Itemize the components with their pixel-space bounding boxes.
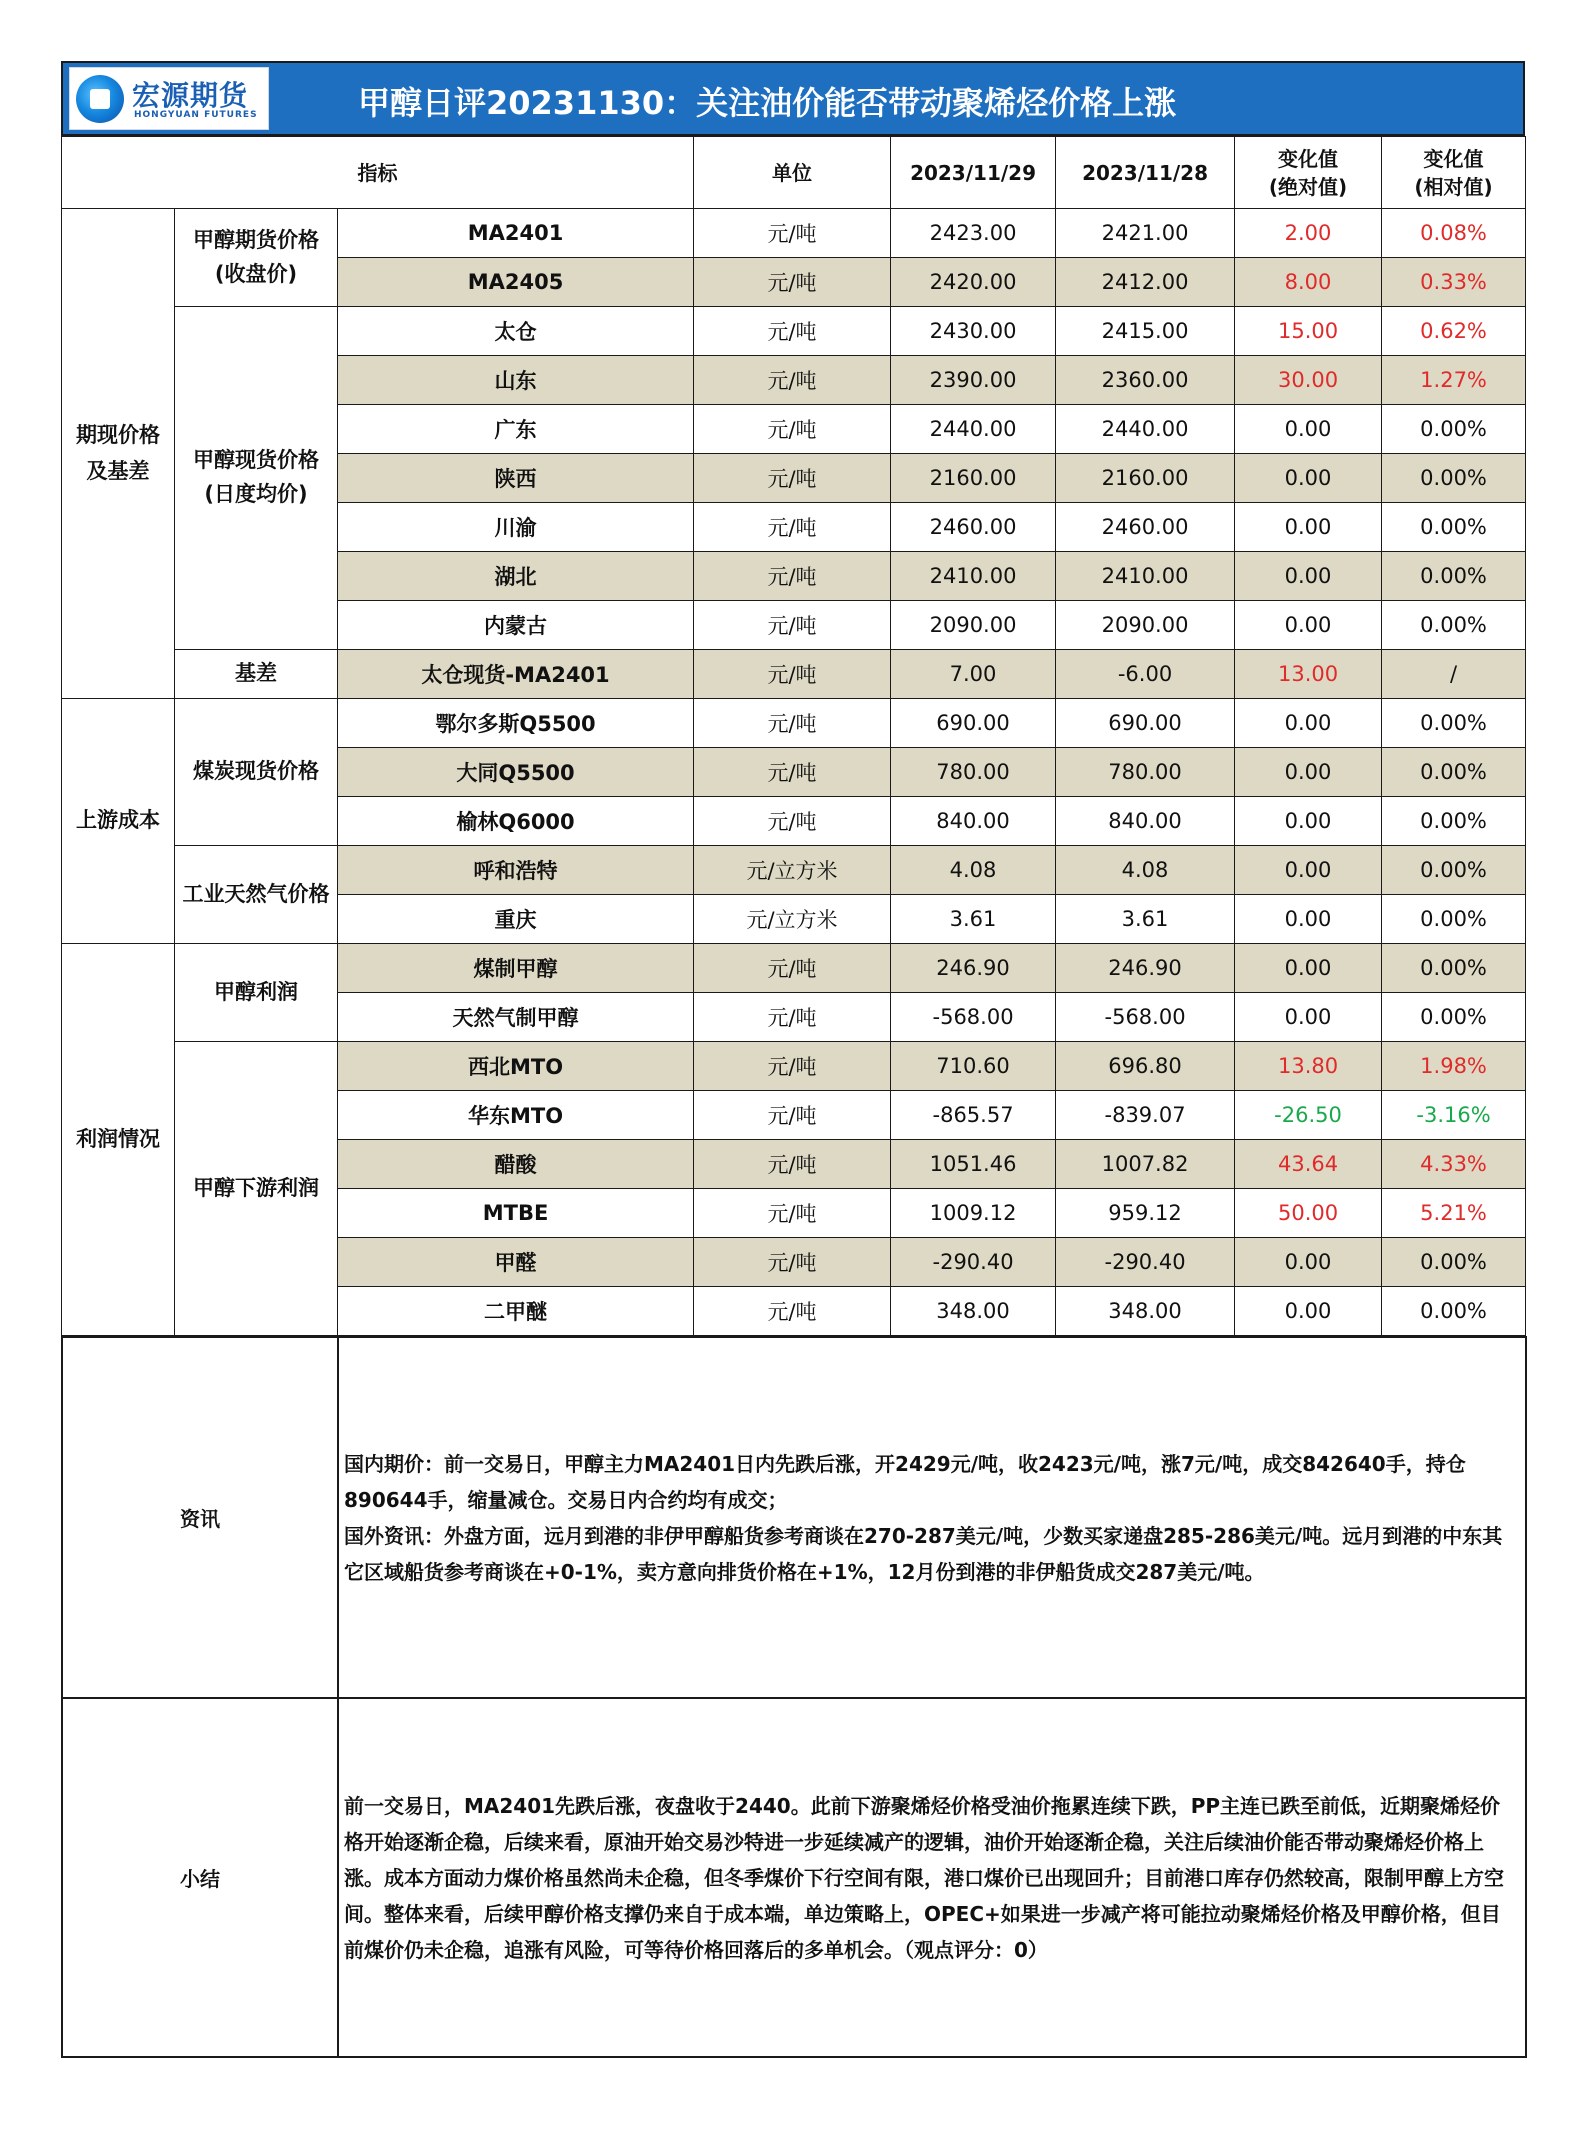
- header-abs-change-line1: 变化值: [1278, 146, 1339, 171]
- row-indicator-name: 西北MTO: [338, 1042, 694, 1091]
- table-row: [62, 1042, 1526, 1091]
- category-upstream-cost-line1: 上游成本: [76, 808, 160, 833]
- row-indicator-name: 太仓现货-MA2401: [338, 650, 694, 699]
- row-value-date-2: 246.90: [1056, 944, 1235, 993]
- row-unit: 元/吨: [694, 650, 891, 699]
- table-row: [62, 307, 1526, 356]
- row-abs-change: 15.00: [1235, 307, 1382, 356]
- row-abs-change: 0.00: [1235, 699, 1382, 748]
- row-value-date-2: 840.00: [1056, 797, 1235, 846]
- row-unit: 元/吨: [694, 552, 891, 601]
- row-rel-change: 0.62%: [1382, 307, 1526, 356]
- row-value-date-1: 2160.00: [891, 454, 1056, 503]
- row-abs-change: 0.00: [1235, 895, 1382, 944]
- logo-name-en: HONGYUAN FUTURES: [134, 110, 258, 120]
- header-unit: 单位: [694, 137, 891, 209]
- row-indicator-name: 重庆: [338, 895, 694, 944]
- row-indicator-name: 广东: [338, 405, 694, 454]
- header-abs-change-line2: (绝对值): [1268, 174, 1348, 199]
- header-indicator: 指标: [62, 137, 694, 209]
- row-unit: 元/吨: [694, 993, 891, 1042]
- row-indicator-name: 华东MTO: [338, 1091, 694, 1140]
- row-value-date-1: 1009.12: [891, 1189, 1056, 1238]
- summary-paragraph: 前一交易日，MA2401先跌后涨，夜盘收于2440。此前下游聚烯烃价格受油价拖累连续下跌，PP主连已跌至前低，近期聚烯烃价格开始逐渐企稳，后续来看，原油开始交易沙特进一步延续减产的逻辑，油价开始逐渐企稳，关注后续油价能否带动聚烯烃价格上涨。成本方面动力煤价格虽然尚未企稳，但冬季煤价下行空间有限，港口煤价已出现回升；目前港口库存仍然较高，限制甲醇上方空间。整体来看，后续甲醇价格支撑仍来自于成本端，单边策略上，OPEC+如果进一步减产将可能拉动聚烯烃价格及甲醇价格，但目前煤价仍未企稳，追涨有风险，可等待价格回落后的多单机会。（观点评分：0）: [344, 1793, 1504, 1962]
- row-unit: 元/立方米: [694, 846, 891, 895]
- row-value-date-2: 959.12: [1056, 1189, 1235, 1238]
- row-rel-change: 0.00%: [1382, 552, 1526, 601]
- row-abs-change: 13.80: [1235, 1042, 1382, 1091]
- row-value-date-1: 2460.00: [891, 503, 1056, 552]
- row-unit: 元/吨: [694, 1091, 891, 1140]
- row-indicator-name: 湖北: [338, 552, 694, 601]
- news-label: 资讯: [62, 1337, 338, 1698]
- row-rel-change: 0.00%: [1382, 454, 1526, 503]
- row-indicator-name: MA2401: [338, 209, 694, 258]
- row-rel-change: /: [1382, 650, 1526, 699]
- sub-coal-spot-price-line1: 煤炭现货价格: [193, 759, 319, 784]
- row-value-date-2: 2360.00: [1056, 356, 1235, 405]
- row-abs-change: 0.00: [1235, 1238, 1382, 1287]
- row-indicator-name: 山东: [338, 356, 694, 405]
- row-rel-change: 0.08%: [1382, 209, 1526, 258]
- sub-natural-gas-price: [175, 846, 338, 944]
- methanol-data-table: [61, 136, 1526, 1336]
- row-abs-change: 43.64: [1235, 1140, 1382, 1189]
- row-indicator-name: 太仓: [338, 307, 694, 356]
- row-indicator-name: MTBE: [338, 1189, 694, 1238]
- table-header-row: [62, 137, 1526, 209]
- row-value-date-1: 246.90: [891, 944, 1056, 993]
- row-abs-change: 30.00: [1235, 356, 1382, 405]
- row-value-date-2: 2160.00: [1056, 454, 1235, 503]
- summary-body: [338, 1698, 1526, 2057]
- table-row: [62, 650, 1526, 699]
- row-rel-change: 1.98%: [1382, 1042, 1526, 1091]
- row-value-date-1: -290.40: [891, 1238, 1056, 1287]
- row-value-date-1: 840.00: [891, 797, 1056, 846]
- row-unit: 元/吨: [694, 1042, 891, 1091]
- row-value-date-1: 4.08: [891, 846, 1056, 895]
- row-value-date-2: 2421.00: [1056, 209, 1235, 258]
- news-body: [338, 1337, 1526, 1698]
- row-abs-change: 0.00: [1235, 944, 1382, 993]
- row-value-date-1: 7.00: [891, 650, 1056, 699]
- row-value-date-2: 2410.00: [1056, 552, 1235, 601]
- report-sheet: [61, 61, 1525, 2058]
- header-rel-change-line1: 变化值: [1423, 146, 1484, 171]
- row-value-date-1: 2420.00: [891, 258, 1056, 307]
- sub-methanol-profit: [175, 944, 338, 1042]
- row-indicator-name: 大同Q5500: [338, 748, 694, 797]
- row-rel-change: 0.00%: [1382, 846, 1526, 895]
- company-logo: [69, 67, 269, 130]
- sub-spot-price: [175, 307, 338, 650]
- row-abs-change: 0.00: [1235, 993, 1382, 1042]
- row-indicator-name: 二甲醚: [338, 1287, 694, 1336]
- row-rel-change: 0.00%: [1382, 601, 1526, 650]
- row-indicator-name: 鄂尔多斯Q5500: [338, 699, 694, 748]
- row-abs-change: 8.00: [1235, 258, 1382, 307]
- row-indicator-name: 呼和浩特: [338, 846, 694, 895]
- row-rel-change: 0.00%: [1382, 699, 1526, 748]
- category-futures-spot-line1: 期现价格: [76, 422, 160, 447]
- row-rel-change: 0.00%: [1382, 503, 1526, 552]
- row-rel-change: 0.00%: [1382, 944, 1526, 993]
- news-domestic-paragraph: 国内期价：前一交易日，甲醇主力MA2401日内先跌后涨，开2429元/吨，收2423元/吨，涨7元/吨，成交842640手，持仓890644手，缩量减仓。交易日内合约均有成交；: [344, 1451, 1466, 1512]
- row-unit: 元/吨: [694, 699, 891, 748]
- row-abs-change: 2.00: [1235, 209, 1382, 258]
- sub-futures-price: [175, 209, 338, 307]
- row-value-date-2: 2415.00: [1056, 307, 1235, 356]
- row-value-date-2: 2090.00: [1056, 601, 1235, 650]
- notes-table: [61, 1336, 1527, 2058]
- sub-downstream-profit: [175, 1042, 338, 1336]
- row-value-date-1: -865.57: [891, 1091, 1056, 1140]
- row-unit: 元/吨: [694, 307, 891, 356]
- row-unit: 元/吨: [694, 1238, 891, 1287]
- category-profit-line1: 利润情况: [76, 1126, 160, 1151]
- row-unit: 元/吨: [694, 405, 891, 454]
- row-value-date-2: 4.08: [1056, 846, 1235, 895]
- news-row: [62, 1337, 1526, 1698]
- table-row: [62, 846, 1526, 895]
- row-unit: 元/吨: [694, 1140, 891, 1189]
- row-indicator-name: 榆林Q6000: [338, 797, 694, 846]
- row-rel-change: 0.00%: [1382, 405, 1526, 454]
- row-indicator-name: 煤制甲醇: [338, 944, 694, 993]
- sub-methanol-profit-line1: 甲醇利润: [214, 979, 298, 1004]
- row-unit: 元/吨: [694, 1287, 891, 1336]
- row-unit: 元/吨: [694, 1189, 891, 1238]
- row-rel-change: -3.16%: [1382, 1091, 1526, 1140]
- report-title: 甲醇日评20231130：关注油价能否带动聚烯烃价格上涨: [358, 84, 1177, 122]
- summary-label: 小结: [62, 1698, 338, 2057]
- category-futures-spot-line2: 及基差: [86, 458, 150, 483]
- category-upstream-cost: [62, 699, 175, 944]
- category-profit: [62, 944, 175, 1336]
- row-abs-change: -26.50: [1235, 1091, 1382, 1140]
- row-abs-change: 0.00: [1235, 1287, 1382, 1336]
- row-indicator-name: MA2405: [338, 258, 694, 307]
- sub-natural-gas-price-line1: 工业天然气价格: [182, 881, 330, 906]
- row-unit: 元/吨: [694, 748, 891, 797]
- row-value-date-1: 3.61: [891, 895, 1056, 944]
- row-rel-change: 0.00%: [1382, 1238, 1526, 1287]
- sub-spot-price-line1: 甲醇现货价格: [193, 448, 319, 473]
- row-value-date-1: 2390.00: [891, 356, 1056, 405]
- row-value-date-2: -6.00: [1056, 650, 1235, 699]
- row-rel-change: 5.21%: [1382, 1189, 1526, 1238]
- row-value-date-2: 690.00: [1056, 699, 1235, 748]
- row-value-date-1: 2410.00: [891, 552, 1056, 601]
- row-value-date-1: 348.00: [891, 1287, 1056, 1336]
- row-value-date-2: 780.00: [1056, 748, 1235, 797]
- table-row: [62, 944, 1526, 993]
- row-indicator-name: 甲醛: [338, 1238, 694, 1287]
- row-rel-change: 0.00%: [1382, 797, 1526, 846]
- sub-spot-price-line2: (日度均价): [204, 482, 308, 506]
- logo-name-cn: 宏源期货: [132, 79, 249, 112]
- row-indicator-name: 内蒙古: [338, 601, 694, 650]
- row-unit: 元/吨: [694, 454, 891, 503]
- row-rel-change: 0.00%: [1382, 748, 1526, 797]
- sub-futures-price-line1: 甲醇期货价格: [193, 227, 319, 252]
- sub-futures-price-line2: (收盘价): [214, 261, 298, 286]
- row-value-date-1: 2440.00: [891, 405, 1056, 454]
- row-abs-change: 0.00: [1235, 405, 1382, 454]
- row-value-date-1: -568.00: [891, 993, 1056, 1042]
- row-unit: 元/立方米: [694, 895, 891, 944]
- row-value-date-2: 2412.00: [1056, 258, 1235, 307]
- row-value-date-1: 2090.00: [891, 601, 1056, 650]
- row-value-date-2: 1007.82: [1056, 1140, 1235, 1189]
- category-futures-spot: [62, 209, 175, 699]
- row-indicator-name: 陕西: [338, 454, 694, 503]
- row-rel-change: 4.33%: [1382, 1140, 1526, 1189]
- row-value-date-1: 690.00: [891, 699, 1056, 748]
- row-value-date-2: 2440.00: [1056, 405, 1235, 454]
- row-abs-change: 0.00: [1235, 454, 1382, 503]
- header-rel-change-line2: (相对值): [1414, 174, 1493, 199]
- row-rel-change: 0.00%: [1382, 993, 1526, 1042]
- row-value-date-1: 1051.46: [891, 1140, 1056, 1189]
- row-value-date-2: 696.80: [1056, 1042, 1235, 1091]
- row-unit: 元/吨: [694, 209, 891, 258]
- header-date-1: 2023/11/29: [891, 137, 1056, 209]
- table-row: [62, 699, 1526, 748]
- row-indicator-name: 川渝: [338, 503, 694, 552]
- row-value-date-1: 780.00: [891, 748, 1056, 797]
- row-unit: 元/吨: [694, 944, 891, 993]
- row-abs-change: 0.00: [1235, 601, 1382, 650]
- row-value-date-2: 2460.00: [1056, 503, 1235, 552]
- row-unit: 元/吨: [694, 356, 891, 405]
- row-rel-change: 0.00%: [1382, 1287, 1526, 1336]
- row-value-date-1: 2423.00: [891, 209, 1056, 258]
- sub-downstream-profit-line1: 甲醇下游利润: [193, 1175, 319, 1200]
- row-abs-change: 0.00: [1235, 552, 1382, 601]
- sub-basis-line1: 基差: [235, 661, 277, 686]
- row-value-date-2: -839.07: [1056, 1091, 1235, 1140]
- header-rel-change: [1382, 137, 1526, 209]
- sub-coal-spot-price: [175, 699, 338, 846]
- row-rel-change: 1.27%: [1382, 356, 1526, 405]
- report-header: [61, 61, 1525, 136]
- row-value-date-2: 348.00: [1056, 1287, 1235, 1336]
- row-abs-change: 0.00: [1235, 503, 1382, 552]
- row-indicator-name: 醋酸: [338, 1140, 694, 1189]
- row-value-date-2: 3.61: [1056, 895, 1235, 944]
- header-abs-change: [1235, 137, 1382, 209]
- row-rel-change: 0.00%: [1382, 895, 1526, 944]
- row-abs-change: 50.00: [1235, 1189, 1382, 1238]
- table-row: [62, 209, 1526, 258]
- row-abs-change: 0.00: [1235, 748, 1382, 797]
- row-unit: 元/吨: [694, 503, 891, 552]
- row-indicator-name: 天然气制甲醇: [338, 993, 694, 1042]
- logo-emblem-icon: [76, 75, 124, 123]
- sub-basis: [175, 650, 338, 699]
- row-value-date-2: -568.00: [1056, 993, 1235, 1042]
- row-unit: 元/吨: [694, 797, 891, 846]
- row-value-date-1: 710.60: [891, 1042, 1056, 1091]
- row-abs-change: 0.00: [1235, 846, 1382, 895]
- news-foreign-paragraph: 国外资讯：外盘方面，远月到港的非伊甲醇船货参考商谈在270-287美元/吨，少数买家递盘285-286美元/吨。远月到港的中东其它区域船货参考商谈在+0-1%，卖方意向排货价格在+1%，12月份到港的非伊船货成交287美元/吨。: [344, 1523, 1503, 1584]
- row-abs-change: 0.00: [1235, 797, 1382, 846]
- row-unit: 元/吨: [694, 258, 891, 307]
- header-date-2: 2023/11/28: [1056, 137, 1235, 209]
- row-unit: 元/吨: [694, 601, 891, 650]
- row-rel-change: 0.33%: [1382, 258, 1526, 307]
- row-value-date-2: -290.40: [1056, 1238, 1235, 1287]
- summary-row: [62, 1698, 1526, 2057]
- row-value-date-1: 2430.00: [891, 307, 1056, 356]
- row-abs-change: 13.00: [1235, 650, 1382, 699]
